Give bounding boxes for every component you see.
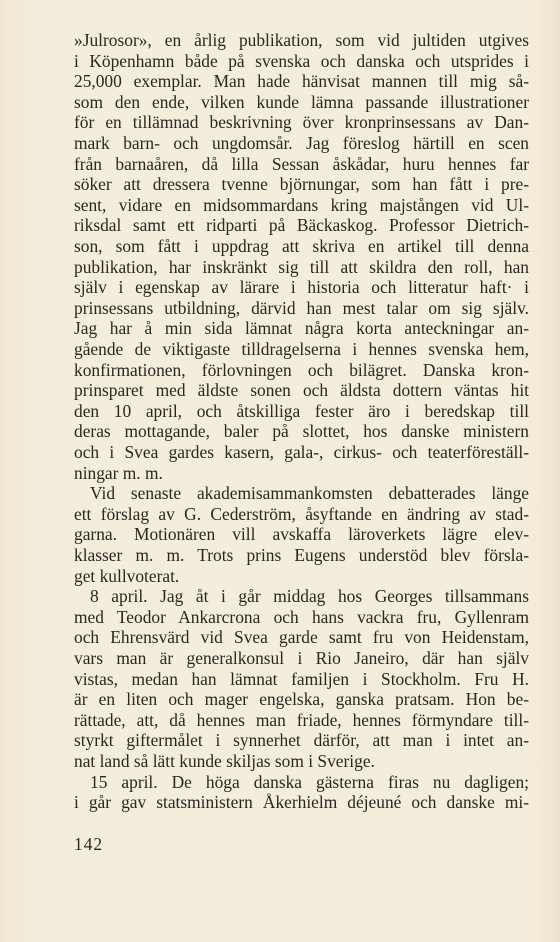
text-line: och i Svea gardes kasern, gala-, cirkus- och teaterföreställ- — [74, 442, 529, 462]
text-line: rättade, att, då hennes man friade, hennes förmyndare till- — [74, 709, 529, 730]
text-line: i går gav statsministern Åkerhielm déjeuné och danske mi- — [74, 792, 529, 813]
text-line: publikation, har inskränkt sig till att skildra den roll, han — [74, 256, 529, 277]
text-line: och Ehrensvärd vid Svea garde samt fru von Heidenstam, — [74, 627, 529, 648]
text-line: konfirmationen, förlovningen och bilägret. Danska kron- — [74, 359, 529, 380]
text-line: vistas, medan han lämnat familjen i Stockholm. Fru H. — [74, 668, 529, 689]
text-line: styrkt giftermålet i synnerhet därför, att man i intet an- — [74, 730, 529, 751]
text-line: 15 april. De höga danska gästerna firas nu dagligen; — [90, 771, 529, 792]
text-line: klasser m. m. Trots prins Eugens understöd blev försla- — [74, 545, 529, 565]
text-line: riksdal samt ett ridparti på Bäckaskog. Professor Dietrich- — [74, 215, 529, 236]
text-line: vars man är generalkonsul i Rio Janeiro, där han själv — [74, 648, 529, 668]
text-line: från barnaåren, då lilla Sessan åskådar, huru hennes far — [74, 153, 529, 174]
text-line: själv i egenskap av lärare i historia och litteratur haft· i — [74, 277, 529, 298]
text-line: i Köpenhamn både på svenska och danska och utsprides i — [74, 50, 529, 71]
text-line: söker att dressera tvenne björnungar, som han fått i pre- — [74, 174, 529, 195]
page-number: 142 — [74, 834, 104, 854]
text-line: Jag har å min sida lämnat några korta anteckningar an- — [74, 318, 529, 339]
text-line: prinsparet med äldste sonen och äldsta dottern väntas hit — [74, 380, 529, 401]
text-line: 8 april. Jag åt i går middag hos Georges tillsammans — [90, 586, 529, 607]
text-line: nat land så lätt kunde skiljas som i Sverige. — [74, 751, 375, 771]
text-line: är en liten och mager engelska, ganska pratsam. Hon be- — [74, 689, 529, 710]
text-line: garna. Motionären vill avskaffa läroverkets lägre elev- — [74, 524, 529, 545]
text-line: 25,000 exemplar. Man hade hänvisat mannen till mig så- — [74, 71, 529, 92]
text-line: den 10 april, och åtskilliga fester äro i beredskap till — [74, 400, 529, 421]
text-line: med Teodor Ankarcrona och hans vackra fru, Gyllenram — [74, 606, 529, 627]
text-line: Vid senaste akademisammankomsten debatterades länge — [90, 483, 529, 504]
text-line: get kullvoterat. — [74, 565, 180, 586]
text-line: gående de viktigaste tilldragelserna i hennes svenska hem, — [74, 339, 529, 359]
text-line: som den ende, vilken kunde lämna passande illustrationer — [74, 91, 529, 112]
text-line: prinsessans utbildning, därvid han mest talar om sig själv. — [74, 297, 529, 318]
text-line: son, som fått i uppdrag att skriva en artikel till denna — [74, 236, 529, 256]
text-line: för en tillämnad beskrivning över kronprinsessans av Dan- — [74, 112, 529, 133]
text-line: ningar m. m. — [74, 462, 163, 483]
text-line: »Julrosor», en årlig publikation, som vid jultiden utgives — [74, 30, 529, 50]
text-line: deras mottagande, baler på slottet, hos danske ministern — [74, 421, 529, 442]
text-line: ett förslag av G. Cederström, åsyftande en ändring av stad- — [74, 503, 529, 524]
text-line: sent, vidare en midsommardans kring majstången vid Ul- — [74, 194, 529, 215]
text-line: mark barn- och ungdomsår. Jag föreslog härtill en scen — [74, 133, 529, 153]
